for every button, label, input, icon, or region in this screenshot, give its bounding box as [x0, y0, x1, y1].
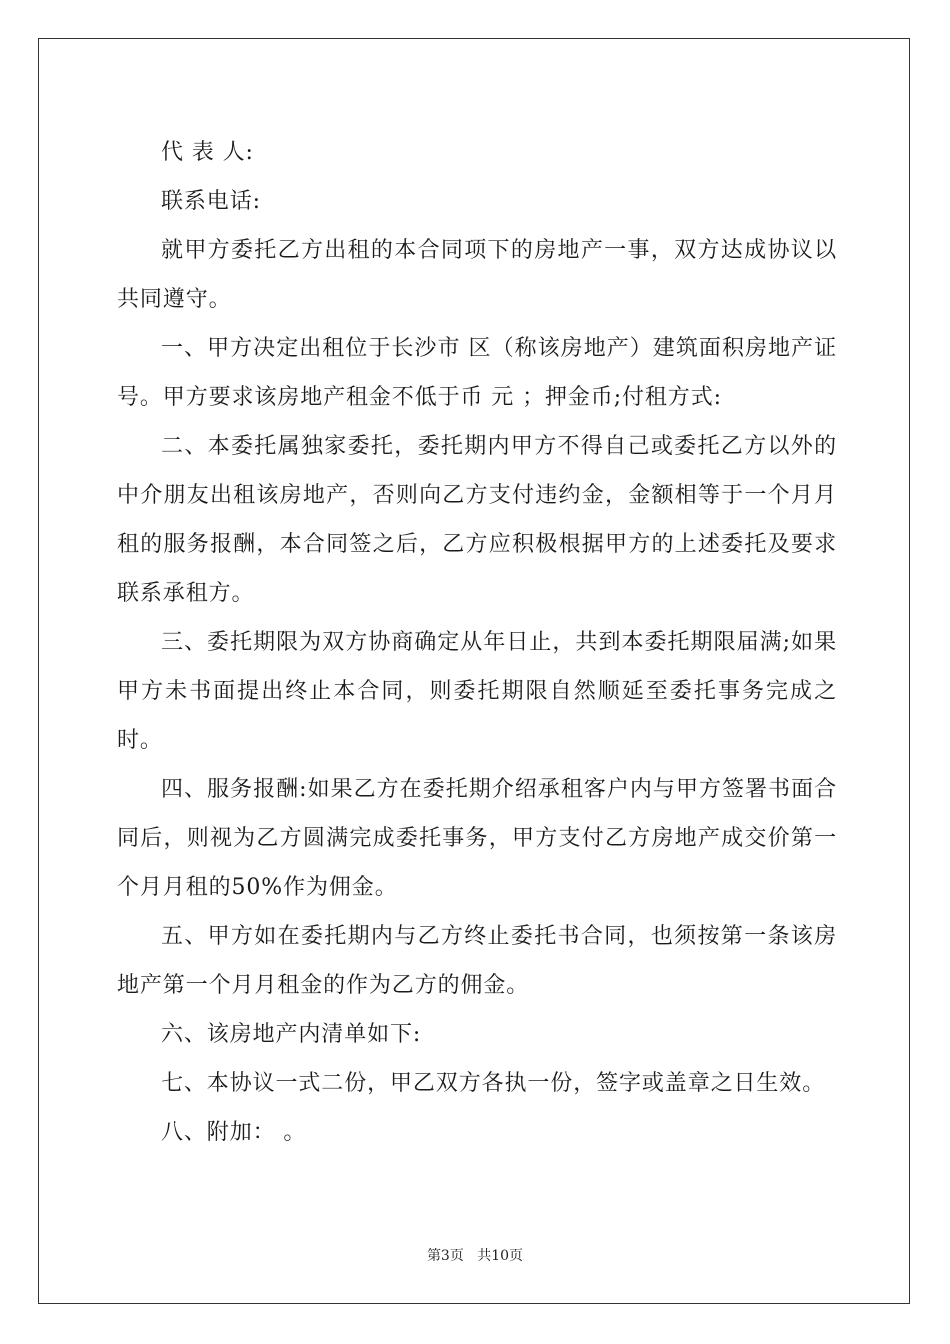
clause-2: 二、本委托属独家委托，委托期内甲方不得自己或委托乙方以外的中介朋友出租该房地产，否则向乙方支付违约金，金额相等于一个月月租的服务报酬，本合同签之后，乙方应积极根据甲方的上述委托及要求联系承租方。: [117, 434, 837, 606]
clause-5: 五、甲方如在委托期内与乙方终止委托书合同，也须按第一条该房地产第一个月月租金的作为乙方的佣金。: [117, 924, 837, 998]
page-number: 第3页: [426, 1248, 464, 1264]
clause-7: 七、本协议一式二份，甲乙双方各执一份，签字或盖章之日生效。: [161, 1071, 826, 1096]
clause-8: 八、附加： 。: [161, 1120, 307, 1145]
clause-4: 四、服务报酬:如果乙方在委托期介绍承租客户内与甲方签署书面合同后，则视为乙方圆满完成委托事务，甲方支付乙方房地产成交价第一个月月租的50%作为佣金。: [117, 777, 837, 900]
clause-1: 一、甲方决定出租位于长沙市 区（称该房地产）建筑面积房地产证号。甲方要求该房地产租金不低于币 元 ；押金币;付租方式:: [117, 336, 837, 410]
representative-line: 代 表 人:: [161, 140, 254, 165]
clause-6: 六、该房地产内清单如下:: [161, 1022, 422, 1047]
preamble-paragraph: 就甲方委托乙方出租的本合同项下的房地产一事，双方达成协议以共同遵守。: [117, 238, 837, 312]
page-footer: [0, 1245, 950, 1265]
document-body: [117, 128, 837, 1157]
clause-3: 三、委托期限为双方协商确定从年日止，共到本委托期限届满;如果甲方未书面提出终止本合同，则委托期限自然顺延至委托事务完成之时。: [117, 630, 837, 753]
page-total: 共10页: [477, 1248, 524, 1264]
contact-phone-line: 联系电话:: [161, 189, 261, 214]
